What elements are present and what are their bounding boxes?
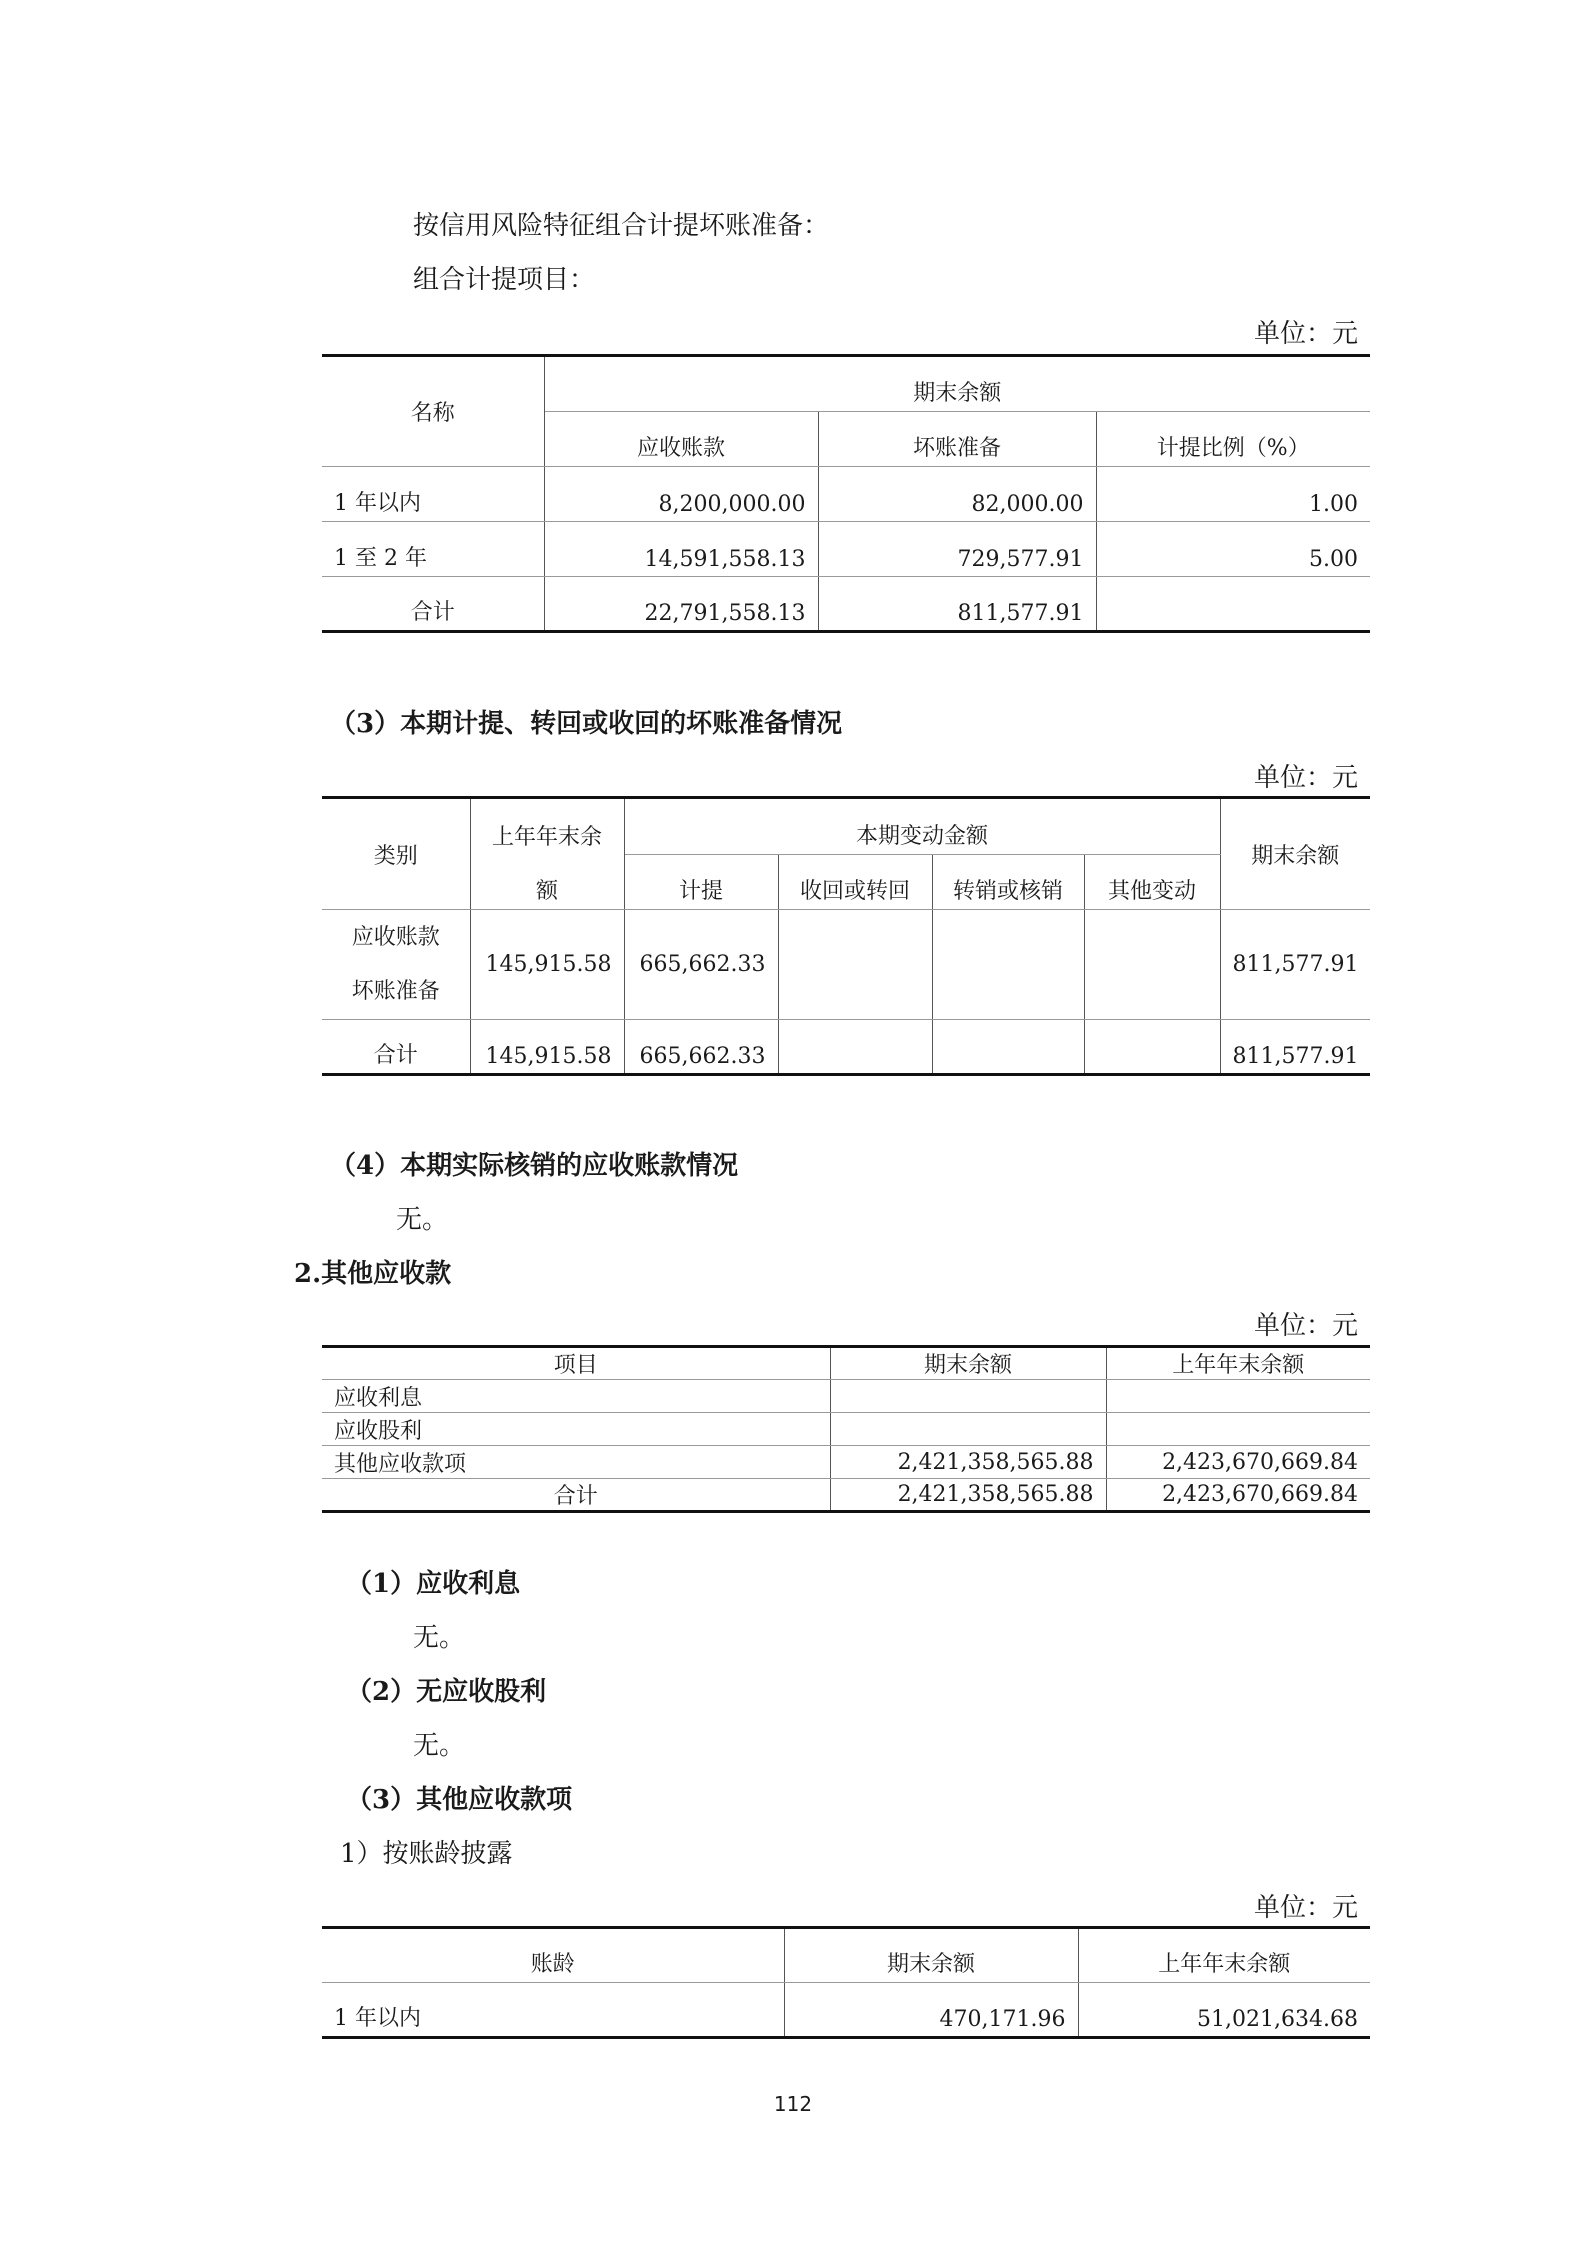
row-end: 811,577.91 xyxy=(1220,910,1370,1020)
row-ar: 8,200,000.00 xyxy=(544,467,818,522)
row-recovered xyxy=(778,910,932,1020)
table-row xyxy=(322,467,1370,522)
header-recovered: 收回或转回 xyxy=(778,855,932,910)
row-prev xyxy=(1106,1380,1370,1413)
total-provision: 665,662.33 xyxy=(624,1020,778,1075)
total-ar: 22,791,558.13 xyxy=(544,577,818,632)
row-prev: 2,423,670,669.84 xyxy=(1106,1446,1370,1479)
row-provision: 665,662.33 xyxy=(624,910,778,1020)
row-item: 应收利息 xyxy=(322,1380,830,1413)
header-prev-balance-line2: 额 xyxy=(470,855,624,910)
unit-label: 单位：元 xyxy=(1253,763,1358,793)
table-row xyxy=(322,910,1370,1020)
subtitle-paragraph: 组合计提项目： xyxy=(413,265,596,295)
row-end: 2,421,358,565.88 xyxy=(830,1446,1106,1479)
sub-1-heading: （1）应收利息 xyxy=(346,1569,521,1599)
row-end xyxy=(830,1380,1106,1413)
row-category-line2: 坏账准备 xyxy=(351,978,440,1004)
row-prev: 51,021,634.68 xyxy=(1078,1983,1370,2038)
row-category xyxy=(322,910,470,1020)
table-row xyxy=(322,1983,1370,2038)
total-recovered xyxy=(778,1020,932,1075)
row-prev: 145,915.58 xyxy=(470,910,624,1020)
header-provision-ratio: 计提比例（%） xyxy=(1096,412,1370,467)
total-prev: 2,423,670,669.84 xyxy=(1106,1479,1370,1512)
row-name: 1 年以内 xyxy=(322,467,544,522)
sub-2-body: 无。 xyxy=(413,1731,466,1761)
table-row xyxy=(322,1446,1370,1479)
header-prev-balance: 上年年末余额 xyxy=(1106,1347,1370,1380)
total-writeoff xyxy=(932,1020,1084,1075)
header-end-balance: 期末余额 xyxy=(830,1347,1106,1380)
header-age: 账龄 xyxy=(322,1928,784,1983)
row-item: 其他应收款项 xyxy=(322,1446,830,1479)
table-row xyxy=(322,1380,1370,1413)
section-4-body: 无。 xyxy=(396,1205,449,1235)
row-writeoff xyxy=(932,910,1084,1020)
header-prev-balance-line1: 上年年末余 xyxy=(470,798,624,855)
header-change-amount: 本期变动金额 xyxy=(624,798,1220,855)
bad-debt-change-table xyxy=(322,796,1370,1076)
row-name: 1 至 2 年 xyxy=(322,522,544,577)
total-bad: 811,577.91 xyxy=(818,577,1096,632)
aging-table xyxy=(322,1926,1370,2039)
row-item: 应收股利 xyxy=(322,1413,830,1446)
section-3-heading: （3）本期计提、转回或收回的坏账准备情况 xyxy=(330,709,843,739)
section-other-receivables-heading: 2.其他应收款 xyxy=(294,1259,452,1289)
other-receivables-table xyxy=(322,1345,1370,1513)
sub-1-body: 无。 xyxy=(413,1623,466,1653)
header-period-end-balance: 期末余额 xyxy=(544,356,1370,412)
unit-label: 单位：元 xyxy=(1253,1311,1358,1341)
header-other-change: 其他变动 xyxy=(1084,855,1220,910)
total-end: 2,421,358,565.88 xyxy=(830,1479,1106,1512)
total-prev: 145,915.58 xyxy=(470,1020,624,1075)
header-provision: 计提 xyxy=(624,855,778,910)
row-ratio: 5.00 xyxy=(1096,522,1370,577)
total-item: 合计 xyxy=(322,1479,830,1512)
total-name: 合计 xyxy=(322,577,544,632)
header-writeoff: 转销或核销 xyxy=(932,855,1084,910)
row-age: 1 年以内 xyxy=(322,1983,784,2038)
section-4-heading: （4）本期实际核销的应收账款情况 xyxy=(330,1151,739,1181)
total-end: 811,577.91 xyxy=(1220,1020,1370,1075)
combination-provision-table xyxy=(322,354,1370,633)
total-row xyxy=(322,1479,1370,1512)
sub-3-heading: （3）其他应收款项 xyxy=(346,1785,573,1815)
table-row xyxy=(322,1413,1370,1446)
row-other xyxy=(1084,910,1220,1020)
row-end xyxy=(830,1413,1106,1446)
row-prev xyxy=(1106,1413,1370,1446)
row-bad: 82,000.00 xyxy=(818,467,1096,522)
aging-disclosure-line: 1）按账龄披露 xyxy=(340,1839,513,1869)
page-number: 112 xyxy=(773,2092,813,2116)
row-category-line1: 应收账款 xyxy=(351,924,440,950)
total-other xyxy=(1084,1020,1220,1075)
unit-label: 单位：元 xyxy=(1253,1893,1358,1923)
header-item: 项目 xyxy=(322,1347,830,1380)
total-ratio xyxy=(1096,577,1370,632)
header-category: 类别 xyxy=(322,798,470,910)
sub-2-heading: （2）无应收股利 xyxy=(346,1677,547,1707)
total-row xyxy=(322,577,1370,632)
header-bad-debt-provision: 坏账准备 xyxy=(818,412,1096,467)
table-row xyxy=(322,522,1370,577)
total-row xyxy=(322,1020,1370,1075)
row-end: 470,171.96 xyxy=(784,1983,1078,2038)
row-bad: 729,577.91 xyxy=(818,522,1096,577)
header-end-balance: 期末余额 xyxy=(1220,798,1370,910)
total-category: 合计 xyxy=(322,1020,470,1075)
unit-label: 单位：元 xyxy=(1253,319,1358,349)
header-name: 名称 xyxy=(322,356,544,467)
header-prev-balance: 上年年末余额 xyxy=(1078,1928,1370,1983)
row-ar: 14,591,558.13 xyxy=(544,522,818,577)
row-ratio: 1.00 xyxy=(1096,467,1370,522)
header-end-balance: 期末余额 xyxy=(784,1928,1078,1983)
intro-paragraph: 按信用风险特征组合计提坏账准备： xyxy=(413,211,830,241)
header-accounts-receivable: 应收账款 xyxy=(544,412,818,467)
